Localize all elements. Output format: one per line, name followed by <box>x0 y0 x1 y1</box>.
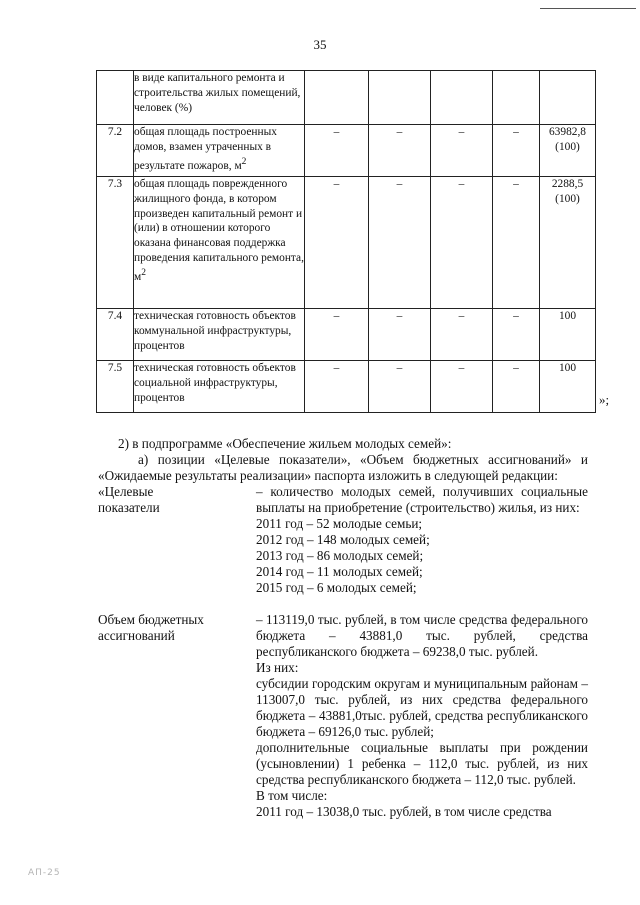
table-cell: – <box>305 125 369 177</box>
value: 100 <box>558 310 577 322</box>
value-cell <box>540 361 596 413</box>
table-row <box>97 309 596 361</box>
budget-content <box>256 612 588 820</box>
table-cell: – <box>431 309 493 361</box>
header-rule <box>540 8 636 9</box>
targets-label <box>98 484 248 516</box>
table-cell: – <box>493 361 540 413</box>
budget-of-them: Из них: <box>256 660 299 675</box>
row-number: 7.4 <box>97 309 134 361</box>
budget-label-line: Объем бюджетных <box>98 612 204 627</box>
targets-intro: – количество молодых семей, получивших социальные выплаты на приобретение (строительство) жилья, из них: <box>256 484 588 515</box>
targets-label-line: показатели <box>98 500 160 515</box>
item-2-heading: 2) в подпрограмме «Обеспечение жильем молодых семей»: <box>118 436 452 451</box>
indicator-name <box>134 125 305 177</box>
indicator-name: техническая готовность объектов коммунальной инфраструктуры, процентов <box>134 309 305 361</box>
value: 63982,8 <box>548 126 587 138</box>
table-cell: – <box>305 177 369 309</box>
budget-subsidies: субсидии городским округам и муниципальным районам – 113007,0 тыс. рублей, из них средства федерального бюджета – 43881,0тыс. рублей, средства республиканского бюджета – 69126,0 тыс. рублей; <box>256 676 588 739</box>
targets-label-line: «Целевые <box>98 484 154 499</box>
table-cell: – <box>369 177 431 309</box>
table-cell <box>431 71 493 125</box>
year-target: 2013 год – 86 молодых семей; <box>256 548 424 563</box>
table-cell: – <box>369 361 431 413</box>
table-cell: – <box>305 361 369 413</box>
value-cell <box>540 177 596 309</box>
indicator-text: общая площадь поврежденного жилищного фонда, в котором произведен капитальный ремонт и (или) в отношении которого оказана финансовая поддержка проведения капитального ремонта, м <box>134 178 304 283</box>
year-target: 2014 год – 11 молодых семей; <box>256 564 423 579</box>
value-cell <box>540 71 596 125</box>
budget-total: – 113119,0 тыс. рублей, в том числе средства федерального бюджета – 43881,0 тыс. рублей, средства республиканского бюджета – 69238,0 тыс. рублей. <box>256 612 588 659</box>
unit-superscript: 2 <box>141 267 146 278</box>
value-percent: (100) <box>555 192 580 205</box>
table-row <box>97 361 596 413</box>
budget-label-line: ассигнований <box>98 628 175 643</box>
table-cell: – <box>305 309 369 361</box>
table-cell: – <box>369 125 431 177</box>
value: 100 <box>558 362 577 374</box>
budget-including: В том числе: <box>256 788 328 803</box>
indicator-name <box>134 177 305 309</box>
value-cell <box>540 309 596 361</box>
table-cell: – <box>431 125 493 177</box>
table-row <box>97 125 596 177</box>
table-cell <box>305 71 369 125</box>
row-number: 7.2 <box>97 125 134 177</box>
row-number <box>97 71 134 125</box>
value-percent: (100) <box>555 140 580 153</box>
value-cell <box>540 125 596 177</box>
table-cell: – <box>493 309 540 361</box>
table-cell: – <box>431 177 493 309</box>
item-2a-paragraph: а) позиции «Целевые показатели», «Объем бюджетных ассигнований» и «Ожидаемые результаты реализации» паспорта изложить в следующей редакции: <box>98 452 588 483</box>
page-number: 35 <box>313 37 327 52</box>
table-cell: – <box>493 125 540 177</box>
row-number: 7.5 <box>97 361 134 413</box>
value: 2288,5 <box>551 178 584 190</box>
table-row <box>97 71 596 125</box>
table-cell: – <box>493 177 540 309</box>
budget-2011: 2011 год – 13038,0 тыс. рублей, в том числе средства <box>256 804 552 819</box>
table-cell <box>369 71 431 125</box>
targets-content <box>256 484 588 596</box>
budget-label <box>98 612 248 644</box>
year-target: 2011 год – 52 молодые семьи; <box>256 516 423 531</box>
quote-close: »; <box>599 392 610 407</box>
row-number: 7.3 <box>97 177 134 309</box>
indicator-name: в виде капитального ремонта и строительства жилых помещений, человек (%) <box>134 71 305 125</box>
unit-superscript: 2 <box>241 156 247 167</box>
year-target: 2015 год – 6 молодых семей; <box>256 580 417 595</box>
indicator-name: техническая готовность объектов социальной инфраструктуры, процентов <box>134 361 305 413</box>
document-stamp: АП-25 <box>28 868 61 878</box>
table-cell <box>493 71 540 125</box>
year-target: 2012 год – 148 молодых семей; <box>256 532 430 547</box>
indicators-table <box>96 70 596 413</box>
table-cell: – <box>431 361 493 413</box>
indicator-text: общая площадь построенных домов, взамен утраченных в результате пожаров, м <box>134 126 277 172</box>
table-row <box>97 177 596 309</box>
budget-additional: дополнительные социальные выплаты при рождении (усыновлении) 1 ребенка – 112,0 тыс. рублей, из них средства республиканского бюджета – 112,0 тыс. рублей. <box>256 740 588 787</box>
table-cell: – <box>369 309 431 361</box>
